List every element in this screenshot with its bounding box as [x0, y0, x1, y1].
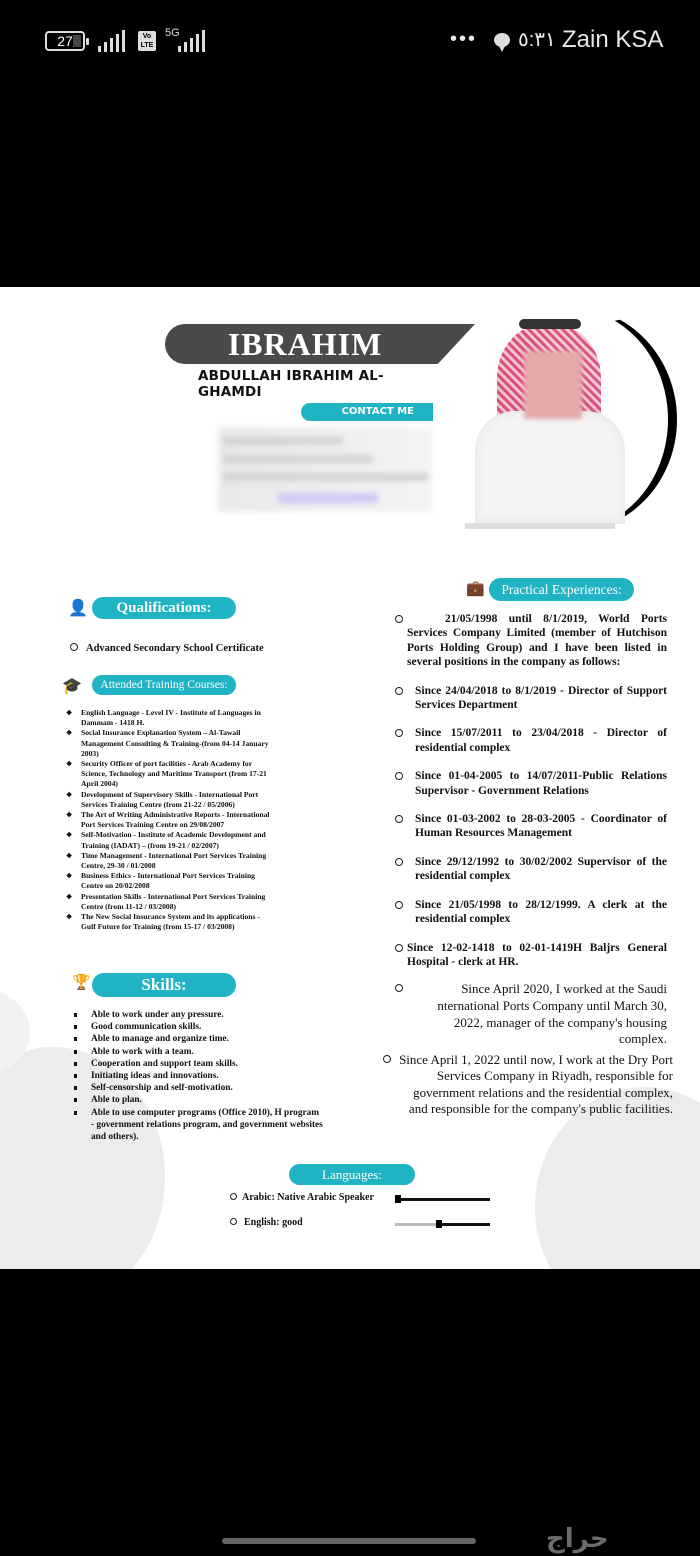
graduation-cap-icon: 🎓 — [62, 678, 82, 695]
list-item: ❖ Development of Supervisory Skills - International Port Services Training Centre (from 21-22 / 05/2006) — [66, 790, 271, 810]
home-indicator[interactable] — [222, 1538, 476, 1544]
list-item: Since 12-02-1418 to 02-01-1419H Baljrs General Hospital - clerk at HR. — [395, 941, 667, 970]
user-list-icon: 👤 — [68, 600, 88, 617]
list-item: ❖ Business Ethics - International Port Services Training Centre on 20/02/2008 — [66, 871, 271, 891]
briefcase-icon: 💼 — [466, 581, 485, 597]
language-arabic: Arabic: Native Arabic Speaker — [230, 1192, 374, 1203]
list-item: ❖ Self-Motivation - Institute of Academic Development and Training (IADAT) – (from 19-21 / 02/2007) — [66, 830, 271, 850]
list-item: 21/05/1998 until 8/1/2019, World Ports Services Company Limited (member of Hutchison Ports Holding Group) and I have been listed in several positions in the company as follows: — [395, 612, 667, 670]
list-item: Initiating ideas and innovations. — [73, 1070, 323, 1082]
contact-details-redacted — [218, 427, 433, 512]
full-name: ABDULLAH IBRAHIM AL-GHAMDI — [198, 368, 384, 400]
status-bar — [0, 0, 700, 80]
network-type: 5G — [165, 27, 180, 39]
training-heading: Attended Training Courses: — [92, 675, 236, 695]
list-item: Since 29/12/1992 to 30/02/2002 Supervisor of the residential complex — [395, 855, 667, 884]
signal-icon-2 — [178, 30, 205, 52]
list-item: Able to use computer programs (Office 2010), H program - government relations program, and government websites and others). — [73, 1107, 323, 1144]
list-item: Self-censorship and self-motivation. — [73, 1082, 323, 1094]
contact-me-label: CONTACT ME — [301, 403, 433, 421]
clock: ٥:٣١ — [518, 29, 556, 51]
skills-icon: 🏆 — [72, 975, 91, 991]
resume-document[interactable] — [0, 287, 700, 1269]
list-item: ❖ Security Officer of port facilities - Arab Academy for Science, Technology and Maritime Transport (from 17-21 April 2004) — [66, 759, 271, 790]
overflow-icon: ••• — [450, 28, 478, 50]
battery-level: 27 — [57, 33, 73, 49]
qualifications-heading: Qualifications: — [92, 597, 236, 619]
list-item: ❖ The Art of Writing Administrative Reports - International Port Services Training Centre on 29/08/2007 — [66, 810, 271, 830]
signal-icon — [98, 30, 125, 52]
carrier-name: Zain KSA — [562, 26, 664, 53]
language-level-bar-english — [395, 1223, 490, 1226]
list-item: Able to work with a team. — [73, 1046, 323, 1058]
list-item: ❖ Presentation Skills - International Port Services Training Centre (from 11-12 / 03/2008) — [66, 892, 271, 912]
list-item: Since 01-03-2002 to 28-03-2005 - Coordinator of Human Resources Management — [395, 812, 667, 841]
haraj-watermark-logo: حراج — [546, 1524, 609, 1554]
language-level-bar-arabic — [395, 1198, 490, 1201]
photo-shadow — [465, 523, 615, 529]
list-item: ❖ Time Management - International Port Services Training Centre, 29-30 / 01/2008 — [66, 851, 271, 871]
list-item: ❖ English Language - Level IV - Institute of Languages in Dammam - 1418 H. — [66, 708, 271, 728]
list-item: Good communication skills. — [73, 1021, 323, 1033]
list-item: Since 01-04-2005 to 14/07/2011-Public Relations Supervisor - Government Relations — [395, 769, 667, 798]
battery-icon — [45, 31, 85, 51]
list-item: Cooperation and support team skills. — [73, 1058, 323, 1070]
list-item: Since 15/07/2011 to 23/04/2018 - Director of residential complex — [395, 726, 667, 755]
list-item: Since April 2020, I worked at the Saudi nternational Ports Company until March 30, 2022, manager of the company's housing complex. — [395, 981, 667, 1047]
training-list — [66, 708, 271, 932]
experience-list — [395, 612, 673, 1118]
chat-icon — [494, 33, 510, 47]
profile-photo — [475, 319, 625, 524]
list-item: Since April 1, 2022 until now, I work at the Dry Port Services Company in Riyadh, responsible for government relations and the residential complex, and responsible for the company's public facilities. — [383, 1052, 673, 1118]
language-english: English: good — [230, 1217, 303, 1228]
volte-icon: Vo LTE — [138, 31, 156, 51]
list-item: ❖ The New Social Insurance System and its applications - Gulf Future for Training (from 15-17 / 03/2008) — [66, 912, 271, 932]
qualification-item: Advanced Secondary School Certificate — [70, 643, 264, 654]
blurred-face — [524, 351, 582, 419]
list-item: Able to plan. — [73, 1094, 323, 1106]
experience-heading: Practical Experiences: — [489, 578, 634, 601]
skills-heading: Skills: — [92, 973, 236, 997]
languages-heading: Languages: — [289, 1164, 415, 1185]
skills-list — [73, 1009, 323, 1143]
list-item: Since 21/05/1998 to 28/12/1999. A clerk at the residential complex — [395, 898, 667, 927]
first-name: IBRAHIM — [227, 326, 383, 362]
list-item: Able to work under any pressure. — [73, 1009, 323, 1021]
list-item: Able to manage and organize time. — [73, 1033, 323, 1045]
list-item: Since 24/04/2018 to 8/1/2019 - Director of Support Services Department — [395, 684, 667, 713]
list-item: ❖ Social Insurance Explanation System – Al-Tawail Management Consulting & Training-(from 04-14 January 2003) — [66, 728, 271, 759]
